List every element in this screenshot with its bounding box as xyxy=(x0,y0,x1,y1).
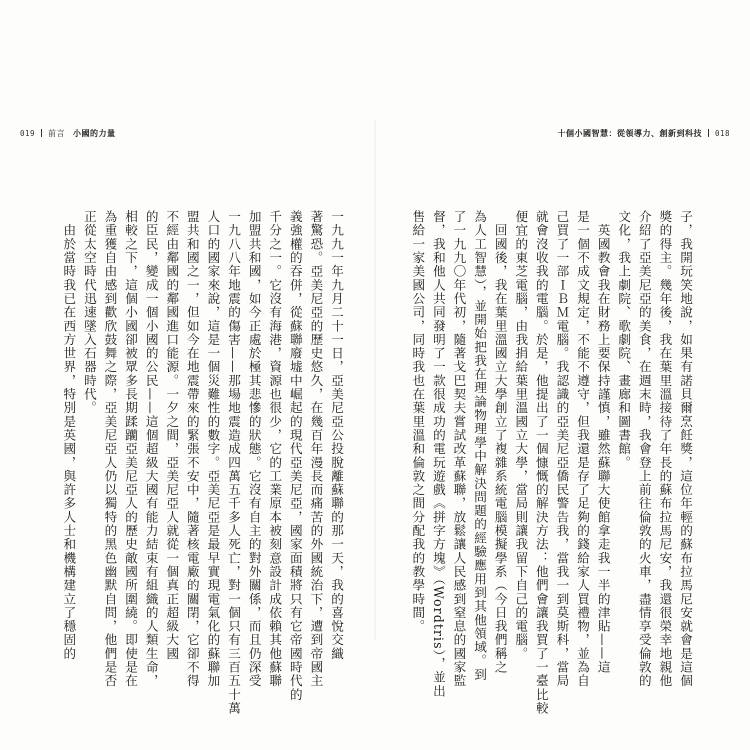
text-column: 正從太空時代迅速墜入石器時代。 xyxy=(81,210,97,415)
text-column: 子，我開玩笑地說，如果有諾貝爾烹飪獎，這位年輕的蘇布拉馬尼安就會是這個 xyxy=(678,210,693,688)
text-column: 為人工智慧），並開始把我在理論物理學中解決問題的經驗應用到其他領域。到 xyxy=(472,210,488,682)
text-column: 己買了一部ＩＢＭ電腦。我認識的亞美尼亞僑民警告我，當我一到莫斯科，當局 xyxy=(554,210,570,688)
right-running-head xyxy=(557,128,730,139)
text-column: 不經由鄰國的鄰國進口能源。一夕之間，亞美尼亞人就從一個真正超級大國 xyxy=(164,210,180,661)
text-column: 盟共和國之一，但如今在地震帶來的緊張不安中，隨著核電廠的關閉，它卻不得 xyxy=(184,210,200,688)
text-column: 義強權的吞併，從蘇聯廢墟中崛起的現代亞美尼亞，國家面積將只有它帝國時代的 xyxy=(287,210,303,702)
text-column: 介紹了亞美尼亞的美食，在週末時，我會登上前往倫敦的火車，盡情享受倫敦的 xyxy=(636,210,652,688)
left-running-head xyxy=(20,128,116,139)
text-column: 著驚恐。亞美尼亞的歷史悠久，在幾百年漫長而痛苦的外國統治下，遭到帝國主 xyxy=(308,210,324,688)
right-body-text xyxy=(410,210,695,716)
left-chapter-label: 前言 xyxy=(48,129,66,138)
text-column: 人口的國家來說，這是一個災難性的數字。亞美尼亞是最早實現電氣化的蘇聯加 xyxy=(205,210,221,688)
text-column: 一九八八年地震的傷害——那場地震造成四萬五千多人死亡，對一個只有三百五十萬 xyxy=(226,210,242,716)
text-column: 了一九九〇年代初，隨著戈巴契夫嘗試改革蘇聯，放鬆讓人民感到窒息的國家監 xyxy=(451,210,467,688)
text-column: 文化，我上劇院、歌劇院、畫廊和圖書館。 xyxy=(616,210,632,470)
left-body-text xyxy=(61,210,346,716)
text-column: 便宜的東芝電腦，由我捐給葉里溫國立大學，當局則讓我留下自己的電腦。 xyxy=(513,210,529,661)
left-chapter-title: 小國的力量 xyxy=(73,129,116,138)
text-column: 回國後，我在葉里溫國立大學創立了複雜系統電腦模擬學系（今日我們稱之 xyxy=(492,210,508,675)
right-head-separator xyxy=(708,129,709,137)
right-book-title: 十個小國智慧：從領導力、創新到科技 xyxy=(557,129,702,138)
text-column: 的臣民，變成一個小國的公民——這個超級大國有能力結束有組織的人類生命， xyxy=(143,210,159,688)
text-column: 獎的得主。幾年後，我在葉里溫接待了年長的蘇布拉馬尼安，我還很榮幸地親他 xyxy=(657,210,673,688)
left-head-separator xyxy=(41,129,42,137)
text-column: 由於當時我已在西方世界，特別是英國，與許多人士和機構建立了穩固的 xyxy=(61,210,77,661)
text-column: 千分之一。它沒有海港，資源也很少，它的工業原本被刻意設計成依賴其他蘇聯 xyxy=(267,210,283,688)
text-column: 一九九一年九月二十一日，亞美尼亞公投脫離蘇聯的那一天，我的喜悅交織 xyxy=(329,210,344,661)
text-column: 售給一家美國公司，同時我也在葉里溫和倫敦之間分配我的教學時間。 xyxy=(410,210,426,634)
text-column: 相較之下，這個小國卻被眾多長期蹂躪亞美尼亞人的歷史敵國所圍繞。即使是在 xyxy=(123,210,139,688)
text-column: 就會沒收我的電腦。於是，他提出了一個慷慨的解決方法：他們會讓我買了一臺比較 xyxy=(533,210,549,716)
right-page xyxy=(375,0,750,750)
text-column: 為重獲自由感到歡欣鼓舞之際，亞美尼亞人仍以獨特的黑色幽默自問，他們是否 xyxy=(102,210,118,688)
right-page-number: 018 xyxy=(714,129,730,138)
text-column: 加盟共和國，如今正處於極其悲慘的狀態。它沒有自主的對外關係，而且仍深受 xyxy=(246,210,262,688)
text-column: 英國教會我在財務上要保持謹慎，雖然蘇聯大使館拿走我一半的津貼——這 xyxy=(595,210,611,675)
text-column: 督，我和他人共同發明了一款很成功的電玩遊戲《拼字方塊》（Wordtris），並出 xyxy=(430,210,446,698)
left-page-number: 019 xyxy=(20,129,36,138)
text-column: 是一個不成文規定，不能不遵守，但我還是存了足夠的錢給家人買禮物，並為自 xyxy=(575,210,591,688)
